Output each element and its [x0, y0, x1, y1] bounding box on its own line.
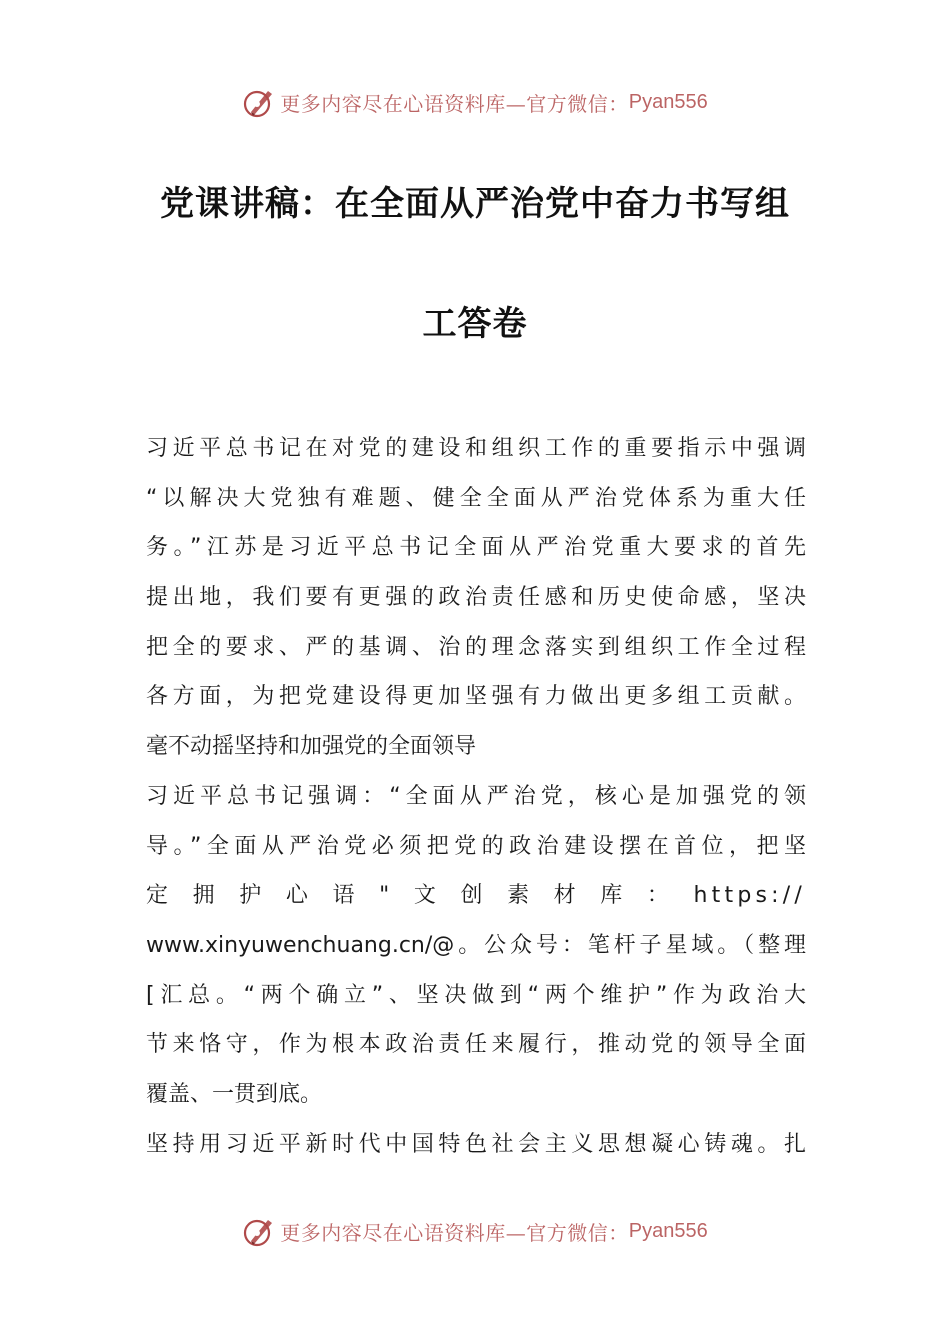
header-banner-text: 更多内容尽在心语资料库—官方微信：: [280, 91, 629, 116]
body-line: 把全的要求、严的基调、治的理念落实到组织工作全过程: [146, 634, 806, 660]
pen-nib-logo-icon: [242, 85, 276, 119]
body-line: 务。”江苏是习近平总书记全面从严治党重大要求的首先: [146, 535, 806, 561]
footer-banner: [0, 1209, 950, 1253]
body-line: 覆盖、一贯到底。: [146, 1081, 323, 1107]
section-heading: 毫不动摇坚持和加强党的全面领导: [146, 734, 477, 760]
header-banner-wechat-id: Pyan556: [628, 90, 708, 113]
body-line: 各方面，为把党建设得更加坚强有力做出更多组工贡献。: [146, 684, 806, 710]
body-line: [汇总。“两个确立”、坚决做到“两个维护”作为政治大: [146, 982, 806, 1008]
body-line: 习近平总书记在对党的建设和组织工作的重要指示中强调: [146, 436, 806, 461]
body-line: 提出地，我们要有更强的政治责任感和历史使命感，坚决: [146, 585, 806, 611]
header-banner: [0, 80, 950, 124]
body-line-watermark-url: 定拥护心语"文创素材库：https://: [146, 883, 806, 909]
footer-banner-text: 更多内容尽在心语资料库—官方微信：: [280, 1220, 629, 1245]
body-line: 节来恪守，作为根本政治责任来履行，推动党的领导全面: [146, 1032, 806, 1058]
footer-banner-wechat-id: Pyan556: [628, 1219, 708, 1242]
pen-nib-logo-icon: [242, 1214, 276, 1248]
body-line: “以解决大党独有难题、健全全面从严治党体系为重大任: [146, 485, 806, 511]
body-line: 习近平总书记强调：“全面从严治党，核心是加强党的领: [146, 783, 806, 809]
document-body: [146, 424, 806, 1169]
page-title-line-1: 党课讲稿：在全面从严治党中奋力书写组: [160, 184, 790, 224]
body-line: 导。”全面从严治党必须把党的政治建设摆在首位，把坚: [146, 833, 806, 859]
page-title-line-2: 工答卷: [422, 304, 528, 344]
body-line-watermark-url: www.xinyuwenchuang.cn/@。公众号：笔杆子星域。（整理: [146, 932, 806, 958]
body-line: 坚持用习近平新时代中国特色社会主义思想凝心铸魂。扎: [146, 1131, 806, 1157]
